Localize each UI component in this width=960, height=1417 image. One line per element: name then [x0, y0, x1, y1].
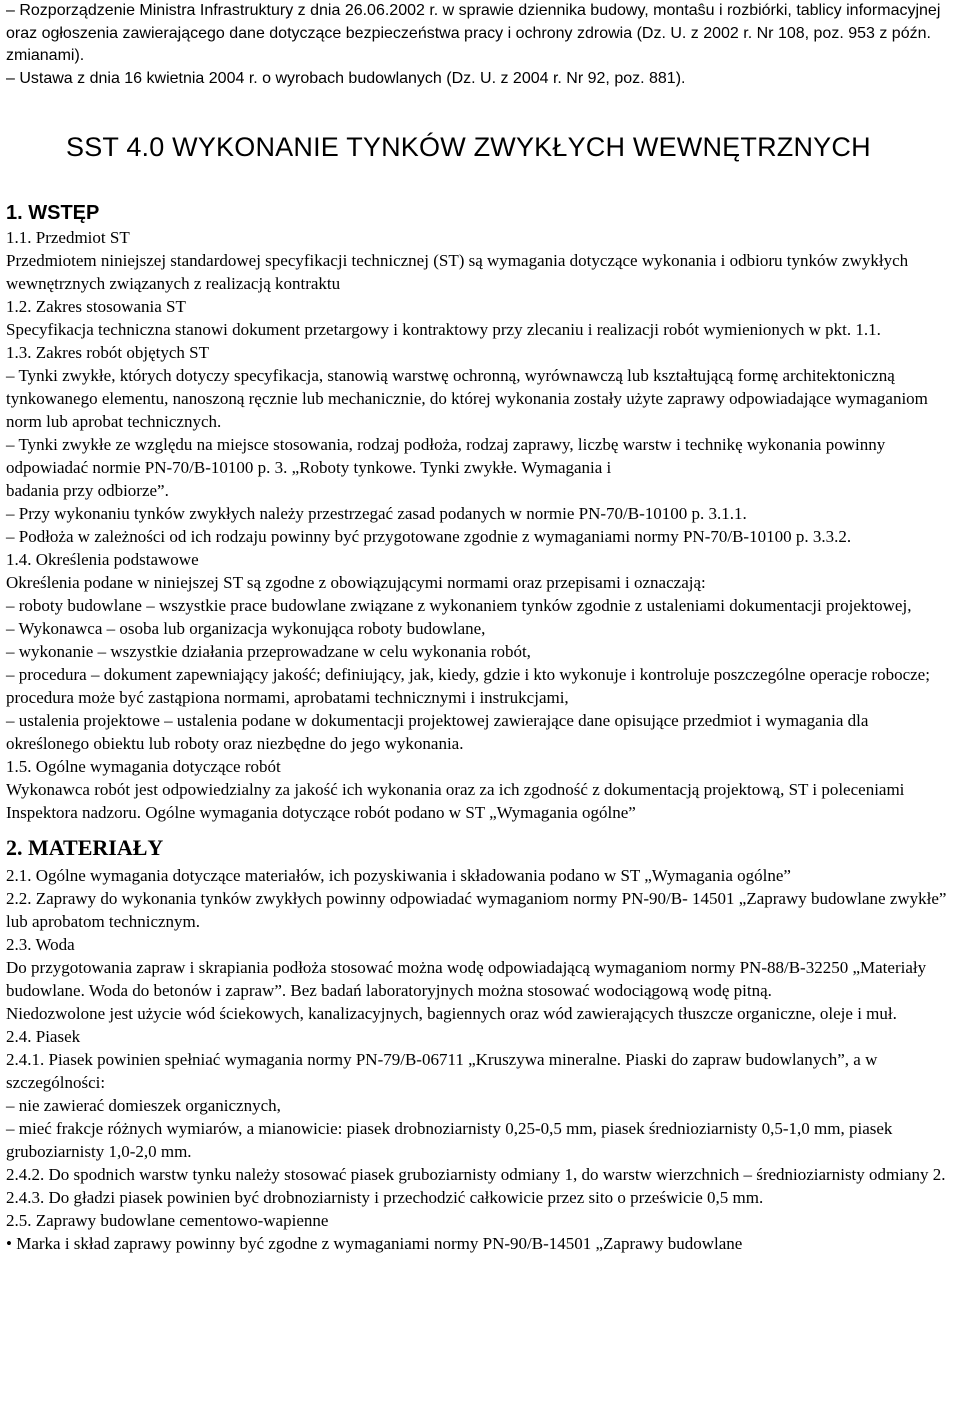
paragraph: Wykonawca robót jest odpowiedzialny za jakość ich wykonania oraz za ich zgodność z dokumentacją projektową, ST i poleceniami Inspektora nadzoru. Ogólne wymagania dotyczące robót podano w ST „Wymagania ogólne”	[6, 780, 905, 822]
paragraph: 1.1. Przedmiot ST	[6, 228, 130, 247]
paragraph: 2.4.3. Do gładzi piasek powinien być drobnoziarnisty i przechodzić całkowicie przez sito o prześwicie 0,5 mm.	[6, 1188, 764, 1207]
paragraph: 2.3. Woda	[6, 935, 75, 954]
paragraph: 2.4. Piasek	[6, 1027, 81, 1046]
paragraph: 1.2. Zakres stosowania ST	[6, 297, 186, 316]
paragraph: – Tynki zwykłe ze względu na miejsce stosowania, rodzaj podłoża, rodzaj zaprawy, liczbę warstw i technikę wykonania powinny odpowiadać normie PN-70/B-10100 p. 3. „Roboty tynkowe. Tynki zwykłe. Wymagania i	[6, 435, 886, 477]
paragraph: 1.5. Ogólne wymagania dotyczące robót	[6, 757, 281, 776]
paragraph: – Przy wykonaniu tynków zwykłych należy przestrzegać zasad podanych w normie PN-70/B-10100 p. 3.1.1.	[6, 504, 747, 523]
paragraph: 2.2. Zaprawy do wykonania tynków zwykłych powinny odpowiadać wymaganiom normy PN-90/B- 14501 „Zaprawy budowlane zwykłe” lub aprobatom technicznym.	[6, 889, 947, 931]
paragraph: – mieć frakcje różnych wymiarów, a mianowicie: piasek drobnoziarnisty 0,25-0,5 mm, piasek średnioziarnisty 0,5-1,0 mm, piasek gruboziarnisty 1,0-2,0 mm.	[6, 1119, 893, 1161]
section-heading-intro: 1. WSTĘP	[6, 202, 100, 224]
section-body-intro	[6, 226, 954, 824]
paragraph: 2.1. Ogólne wymagania dotyczące materiałów, ich pozyskiwania i składowania podano w ST „Wymagania ogólne”	[6, 866, 791, 885]
paragraph: – ustalenia projektowe – ustalenia podane w dokumentacji projektowej zawierające dane opisujące przedmiot i wymagania dla określonego obiektu lub roboty oraz niezbędne do jego wykonania.	[6, 711, 869, 753]
paragraph: Określenia podane w niniejszej ST są zgodne z obowiązującymi normami oraz przepisami i oznaczają:	[6, 573, 706, 592]
paragraph: – procedura – dokument zapewniający jakość; definiujący, jak, kiedy, gdzie i kto wykonuje i kontroluje poszczególne operacje robocze; procedura może być zastąpiona normami, aprobatami technicznymi i instrukcjami,	[6, 665, 930, 707]
paragraph: – wykonanie – wszystkie działania przeprowadzane w celu wykonania robót,	[6, 642, 531, 661]
paragraph: Do przygotowania zapraw i skrapiania podłoża stosować można wodę odpowiadającą wymaganiom normy PN-88/B-32250 „Materiały budowlane. Woda do betonów i zapraw”. Bez badań laboratoryjnych można stosować wodociągową wodę pitną.	[6, 958, 927, 1000]
paragraph: • Marka i skład zaprawy powinny być zgodne z wymaganiami normy PN-90/B-14501 „Zaprawy budowlane	[6, 1234, 743, 1253]
paragraph: badania przy odbiorze”.	[6, 481, 169, 500]
document-title: SST 4.0 WYKONANIE TYNKÓW ZWYKŁYCH WEWNĘTRZNYCH	[66, 132, 871, 162]
paragraph: 1.4. Określenia podstawowe	[6, 550, 199, 569]
regulations-list	[6, 0, 954, 90]
paragraph: 2.4.1. Piasek powinien spełniać wymagania normy PN-79/B-06711 „Kruszywa mineralne. Piaski do zapraw budowlanych”, a w szczególności:	[6, 1050, 878, 1092]
paragraph: 1.3. Zakres robót objętych ST	[6, 343, 210, 362]
regulation-item: – Ustawa z dnia 16 kwietnia 2004 r. o wyrobach budowlanych (Dz. U. z 2004 r. Nr 92, poz. 881).	[6, 69, 686, 87]
regulation-item: – Rozporządzenie Ministra Infrastruktury z dnia 26.06.2002 r. w sprawie dziennika budowy, montaŝu i rozbiórki, tablicy informacyjnej oraz ogłoszenia zawierającego dane dotyczące bezpieczeństwa pracy i ochrony zdrowia (Dz. U. z 2002 r. Nr 108, poz. 953 z późn. zmianami).	[6, 2, 941, 64]
section-heading-materials: 2. MATERIAŁY	[6, 835, 164, 860]
paragraph: – Podłoża w zależności od ich rodzaju powinny być przygotowane zgodnie z wymaganiami normy PN-70/B-10100 p. 3.3.2.	[6, 527, 852, 546]
paragraph: – roboty budowlane – wszystkie prace budowlane związane z wykonaniem tynków zgodnie z ustaleniami dokumentacji projektowej,	[6, 596, 912, 615]
section-body-materials	[6, 864, 954, 1255]
paragraph: Niedozwolone jest użycie wód ściekowych, kanalizacyjnych, bagiennych oraz wód zawierających tłuszcze organiczne, oleje i muł.	[6, 1004, 897, 1023]
paragraph: – nie zawierać domieszek organicznych,	[6, 1096, 281, 1115]
paragraph: Przedmiotem niniejszej standardowej specyfikacji technicznej (ST) są wymagania dotyczące wykonania i odbioru tynków zwykłych wewnętrznych związanych z realizacją kontraktu	[6, 251, 909, 293]
paragraph: Specyfikacja techniczna stanowi dokument przetargowy i kontraktowy przy zlecaniu i realizacji robót wymienionych w pkt. 1.1.	[6, 320, 881, 339]
paragraph: – Tynki zwykłe, których dotyczy specyfikacja, stanowią warstwę ochronną, wyrównawczą lub kształtującą formę architektoniczną tynkowanego elementu, nanoszoną ręcznie lub mechanicznie, do której wykonania zostały użyte zaprawy odpowiadające wymaganiom norm lub aprobat technicznych.	[6, 366, 928, 431]
paragraph: 2.4.2. Do spodnich warstw tynku należy stosować piasek gruboziarnisty odmiany 1, do warstw wierzchnich – średnioziarnisty odmiany 2.	[6, 1165, 946, 1184]
paragraph: – Wykonawca – osoba lub organizacja wykonująca roboty budowlane,	[6, 619, 486, 638]
paragraph: 2.5. Zaprawy budowlane cementowo-wapienne	[6, 1211, 329, 1230]
